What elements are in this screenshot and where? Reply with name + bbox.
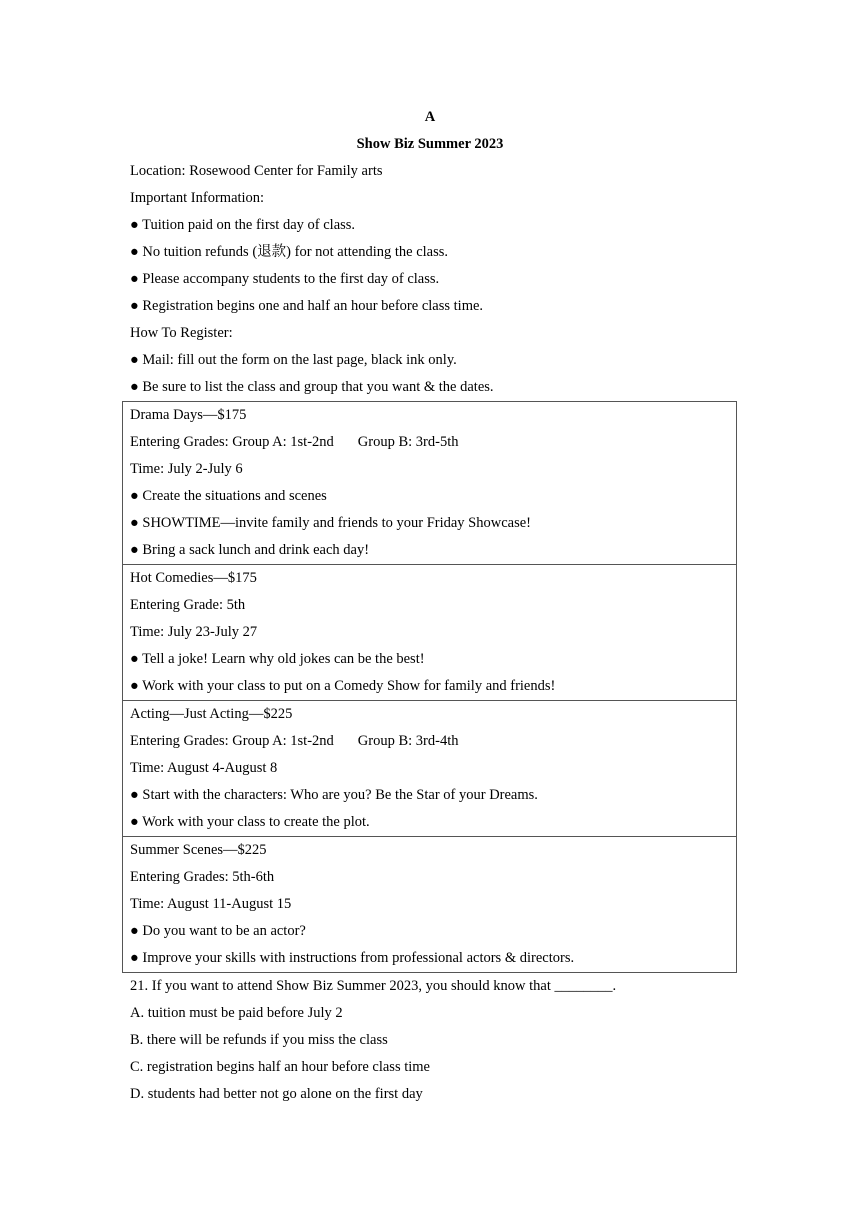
- important-info-item: ● Please accompany students to the first day of class.: [130, 271, 440, 287]
- class-grades: Entering Grade: 5th: [130, 597, 246, 613]
- class-bullet: ● Work with your class to create the plot.: [130, 814, 370, 830]
- class-name: Drama Days—$175: [130, 407, 247, 423]
- classes-table: [122, 401, 737, 973]
- class-grades: [130, 728, 736, 755]
- section-letter: A: [424, 109, 436, 125]
- class-grades-group-a: Entering Grades: Group A: 1st-2nd: [130, 434, 334, 450]
- question-option-c: C. registration begins half an hour before class time: [130, 1059, 430, 1075]
- question-stem: 21. If you want to attend Show Biz Summer 2023, you should know that ________.: [130, 978, 617, 994]
- class-bullet: ● Work with your class to put on a Comedy Show for family and friends!: [130, 678, 556, 694]
- register-item: ● Mail: fill out the form on the last page, black ink only.: [130, 352, 457, 368]
- question-option-d: D. students had better not go alone on the first day: [130, 1086, 423, 1102]
- class-name: Hot Comedies—$175: [130, 570, 257, 586]
- class-bullet: ● Create the situations and scenes: [130, 488, 327, 504]
- class-grades: Entering Grades: 5th-6th: [130, 869, 275, 885]
- class-grades-group-b: Group B: 3rd-5th: [357, 434, 459, 450]
- class-cell-summer-scenes: [123, 837, 736, 972]
- question-block: [130, 973, 750, 1108]
- class-grades-group-a: Entering Grades: Group A: 1st-2nd: [130, 733, 334, 749]
- class-bullet: ● SHOWTIME—invite family and friends to your Friday Showcase!: [130, 515, 531, 531]
- important-info-item: ● Registration begins one and half an hour before class time.: [130, 298, 484, 314]
- class-time: Time: July 23-July 27: [130, 624, 258, 640]
- important-info-item: ● Tuition paid on the first day of class.: [130, 217, 356, 233]
- intro-block: [130, 158, 750, 401]
- class-bullet: ● Start with the characters: Who are you? Be the Star of your Dreams.: [130, 787, 538, 803]
- class-bullet: ● Tell a joke! Learn why old jokes can be the best!: [130, 651, 425, 667]
- register-item: ● Be sure to list the class and group that you want & the dates.: [130, 379, 494, 395]
- class-time: Time: August 11-August 15: [130, 896, 292, 912]
- class-grades-group-b: Group B: 3rd-4th: [357, 733, 459, 749]
- question-option-a: A. tuition must be paid before July 2: [130, 1005, 343, 1021]
- class-bullet: ● Do you want to be an actor?: [130, 923, 306, 939]
- how-to-register-heading: How To Register:: [130, 325, 233, 341]
- class-bullet: ● Bring a sack lunch and drink each day!: [130, 542, 370, 558]
- page-title: Show Biz Summer 2023: [356, 136, 504, 152]
- class-name: Acting—Just Acting—$225: [130, 706, 293, 722]
- location-line: Location: Rosewood Center for Family arts: [130, 163, 383, 179]
- class-bullet: ● Improve your skills with instructions from professional actors & directors.: [130, 950, 575, 966]
- class-cell-hot-comedies: [123, 565, 736, 701]
- class-time: Time: August 4-August 8: [130, 760, 278, 776]
- class-grades: [130, 429, 736, 456]
- class-name: Summer Scenes—$225: [130, 842, 267, 858]
- class-cell-just-acting: [123, 701, 736, 837]
- important-info-item: ● No tuition refunds (退款) for not attending the class.: [130, 244, 449, 260]
- class-cell-drama-days: [123, 402, 736, 565]
- question-option-b: B. there will be refunds if you miss the class: [130, 1032, 388, 1048]
- important-info-heading: Important Information:: [130, 190, 265, 206]
- class-time: Time: July 2-July 6: [130, 461, 243, 477]
